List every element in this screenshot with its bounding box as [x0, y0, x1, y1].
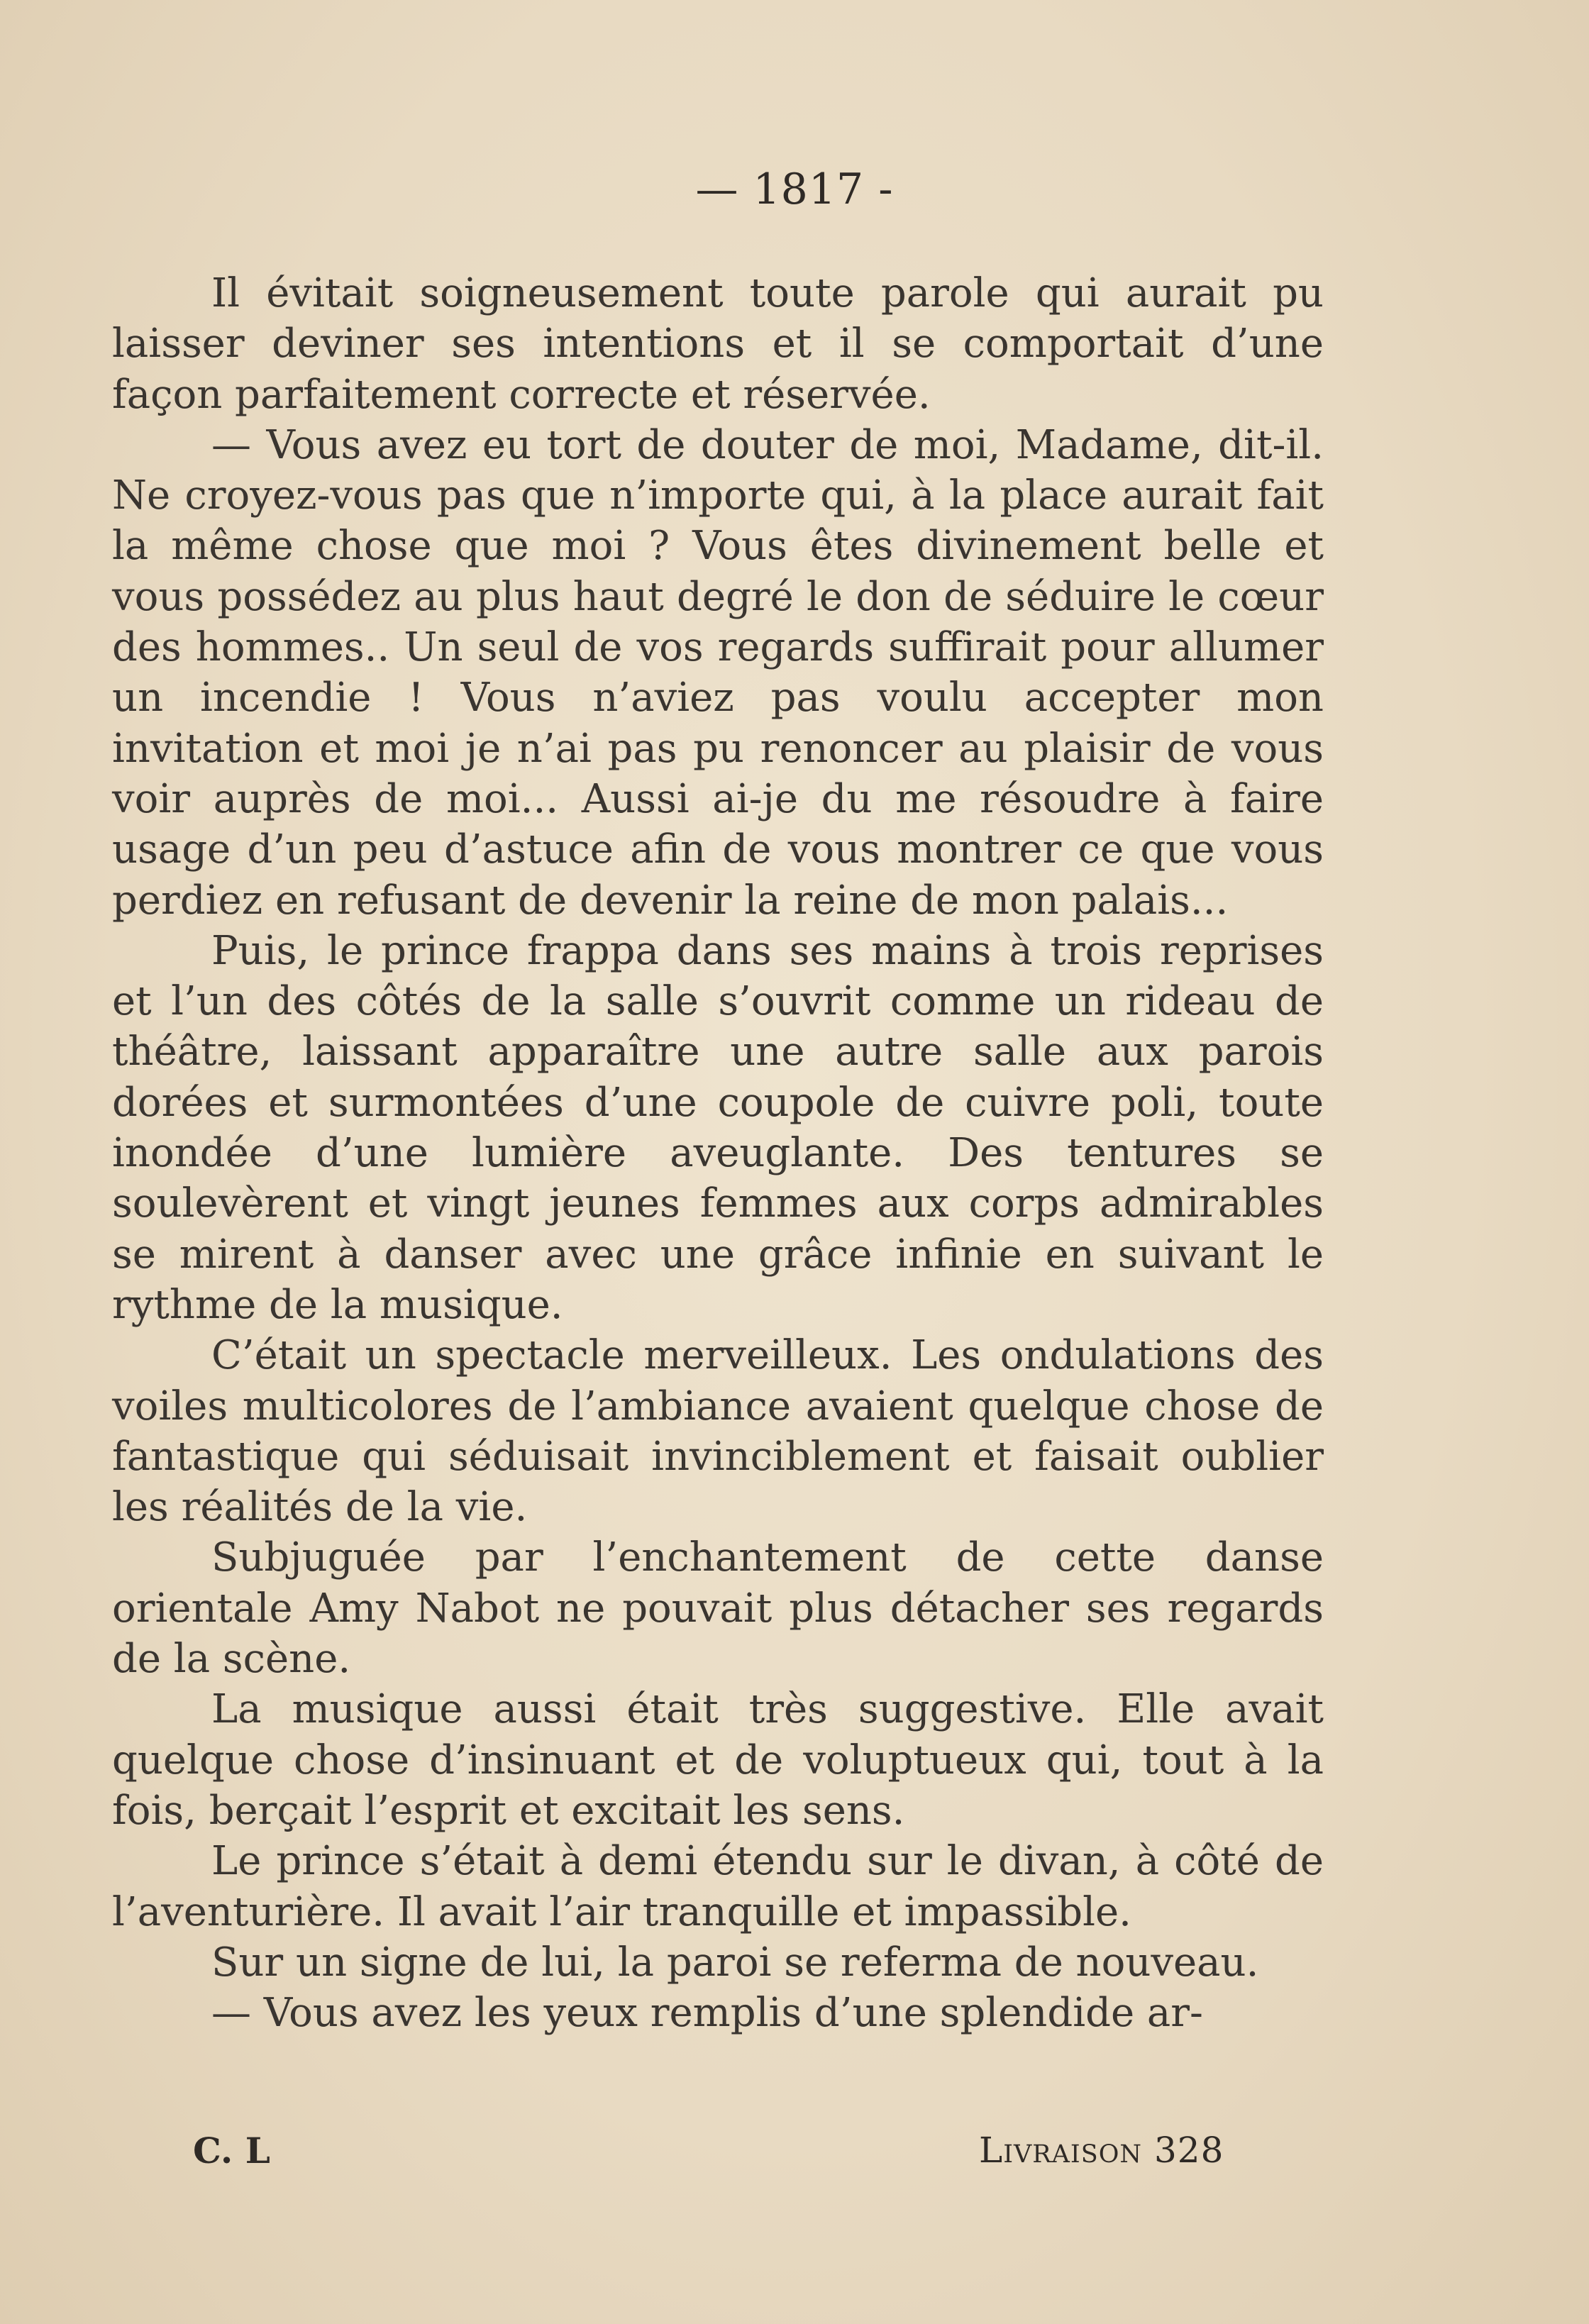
paragraph: — Vous avez eu tort de douter de moi, Madame, dit-il. Ne croyez-vous pas que n’importe qui, à la place aurait fait la même chose que moi ? Vous êtes divinement belle et vous possédez au plus haut degré le don de séduire le cœur des hommes.. Un seul de vos regards suffirait pour allumer un incendie ! Vous n’aviez pas voulu accepter mon invitation et moi je n’ai pas pu renoncer au plaisir de vous voir auprès de moi... Aussi ai-je du me résoudre à faire usage d’un peu d’astuce afin de vous montrer ce que vous perdiez en refusant de devenir la reine de mon palais...: [112, 421, 1324, 924]
paragraph: Le prince s’était à demi étendu sur le divan, à côté de l’aventurière. Il avait l’air tranquille et impassible.: [112, 1838, 1324, 1935]
page-number: — 1817 -: [695, 165, 894, 214]
printer-signature: C. L: [193, 2130, 270, 2171]
paragraph: — Vous avez les yeux remplis d’une splendide ar-: [211, 1990, 1203, 2037]
livraison-label: Livraison 328: [979, 2130, 1224, 2171]
paragraph: C’était un spectacle merveilleux. Les ondulations des voiles multicolores de l’ambiance avaient quelque chose de fantastique qui séduisait invinciblement et faisait oublier les réalités de la vie.: [112, 1332, 1324, 1531]
paragraph: Subjuguée par l’enchantement de cette danse orientale Amy Nabot ne pouvait plus détacher ses regards de la scène.: [112, 1534, 1324, 1683]
paragraph: Sur un signe de lui, la paroi se referma de nouveau.: [211, 1939, 1259, 1986]
paragraph: Puis, le prince frappa dans ses mains à trois reprises et l’un des côtés de la salle s’ouvrit comme un rideau de théâtre, laissant apparaître une autre salle aux parois dorées et surmontées d’une coupole de cuivre poli, toute inondée d’une lumière aveuglante. Des tentures se soulevèrent et vingt jeunes femmes aux corps admirables se mirent à danser avec une grâce infinie en suivant le rythme de la musique.: [112, 927, 1324, 1328]
paragraph: La musique aussi était très suggestive. Elle avait quelque chose d’insinuant et de voluptueux qui, tout à la fois, berçait l’esprit et excitait les sens.: [112, 1686, 1324, 1834]
body-text: [112, 268, 1324, 2038]
paragraph: Il évitait soigneusement toute parole qui aurait pu laisser deviner ses intentions et il se comportait d’une façon parfaitement correcte et réservée.: [112, 270, 1324, 418]
